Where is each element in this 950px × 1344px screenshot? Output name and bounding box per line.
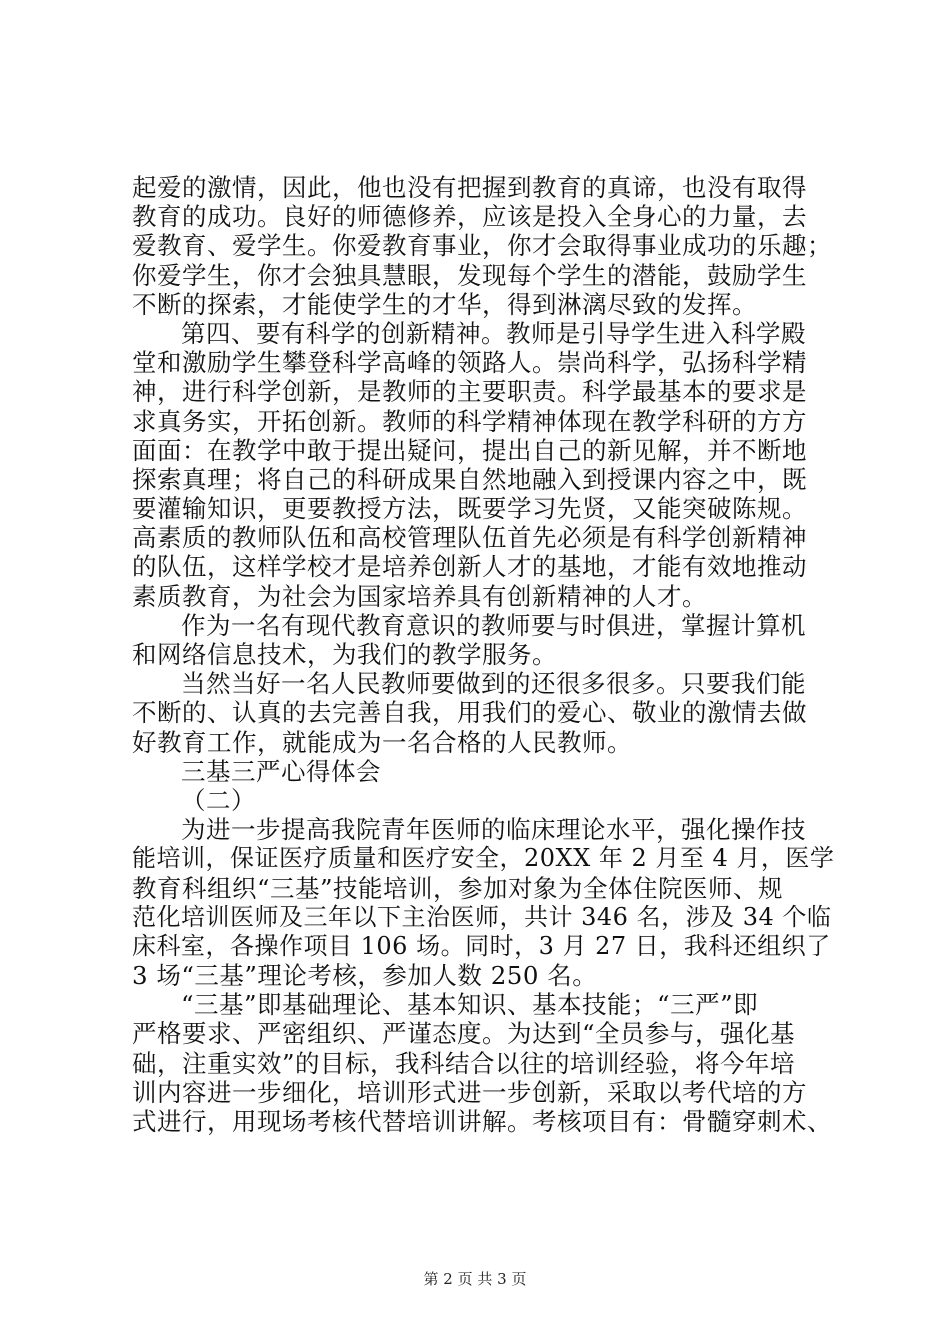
text-line: 和网络信息技术，为我们的教学服务。 [132, 640, 557, 669]
text-line: 为进一步提高我院青年医师的临床理论水平，强化操作技 [181, 815, 806, 845]
text-line: 作为一名有现代教育意识的教师要与时俱进，掌握计算机 [181, 610, 806, 640]
text-line: （二） [181, 785, 256, 815]
text-line: 当然当好一名人民教师要做到的还很多很多。只要我们能 [181, 669, 806, 699]
text-line: 础，注重实效”的目标，我科结合以往的培训经验，将今年培 [132, 1048, 796, 1078]
text-line: 第四、要有科学的创新精神。教师是引导学生进入科学殿 [181, 318, 806, 348]
text-line: 式进行，用现场考核代替培训讲解。考核项目有：骨髓穿刺术、 [132, 1107, 832, 1136]
text-line: 范化培训医师及三年以下主治医师，共计 346 名，涉及 34 个临 [132, 902, 832, 931]
text-line: 起爱的激情，因此，他也没有把握到教育的真谛，也没有取得 [132, 173, 807, 202]
page-footer: 第 2 页 共 3 页 [423, 1270, 527, 1288]
text-line: 素质教育，为社会为国家培养具有创新精神的人才。 [132, 581, 707, 611]
text-line: 严格要求、严密组织、严谨态度。为达到“全员参与，强化基 [132, 1019, 796, 1049]
text-line: 不断的、认真的去完善自我，用我们的爱心、敬业的激情去做 [132, 698, 807, 728]
text-line: 的队伍，这样学校才是培养创新人才的基地，才能有效地推动 [132, 552, 807, 582]
text-line: 教育的成功。良好的师德修养，应该是投入全身心的力量，去 [132, 202, 807, 232]
text-line: 训内容进一步细化，培训形式进一步创新，采取以考代培的方 [132, 1077, 807, 1107]
text-line: 神，进行科学创新，是教师的主要职责。科学最基本的要求是 [132, 377, 807, 407]
text-line: 教育科组织“三基”技能培训，参加对象为全体住院医师、规 [132, 873, 784, 903]
text-line: “三基”即基础理论、基本知识、基本技能；“三严”即 [181, 990, 759, 1020]
text-line: 堂和激励学生攀登科学高峰的领路人。崇尚科学，弘扬科学精 [132, 348, 807, 378]
text-line: 面面：在教学中敢于提出疑问，提出自己的新见解，并不断地 [132, 435, 807, 465]
text-line: 三基三严心得体会 [181, 756, 381, 786]
text-line: 好教育工作，就能成为一名合格的人民教师。 [132, 727, 632, 757]
text-line: 要灌输知识，更要教授方法，既要学习先贤，又能突破陈规。 [132, 494, 807, 524]
text-line: 床科室，各操作项目 106 场。同时，3 月 27 日，我科还组织了 [132, 931, 831, 960]
text-line: 能培训，保证医疗质量和医疗安全，20XX 年 2 月至 4 月，医学 [132, 844, 835, 873]
text-line: 求真务实，开拓创新。教师的科学精神体现在教学科研的方方 [132, 406, 807, 436]
text-line: 探索真理；将自己的科研成果自然地融入到授课内容之中，既 [132, 464, 807, 494]
text-line: 爱教育、爱学生。你爱教育事业，你才会取得事业成功的乐趣； [132, 231, 832, 261]
text-line: 高素质的教师队伍和高校管理队伍首先必须是有科学创新精神 [132, 523, 807, 553]
document-body [132, 173, 842, 1136]
text-line: 3 场“三基”理论考核，参加人数 250 名。 [132, 961, 598, 991]
text-line: 你爱学生，你才会独具慧眼，发现每个学生的潜能，鼓励学生 [132, 260, 807, 290]
text-line: 不断的探索，才能使学生的才华，得到淋漓尽致的发挥。 [132, 289, 757, 319]
